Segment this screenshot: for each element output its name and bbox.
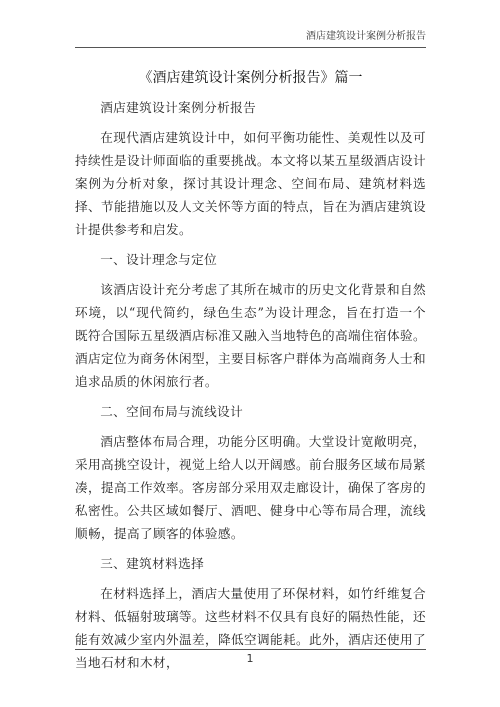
intro-paragraph: 在现代酒店建筑设计中，如何平衡功能性、美观性以及可持续性是设计师面临的重要挑战。本文将以某五星级酒店设计案例为分析对象，探讨其设计理念、空间布局、建筑材料选择、节能措施以及人文关怀等方面的特点，旨在为酒店建筑设计提供参考和启发。 [75, 130, 426, 237]
footer-divider [75, 649, 426, 650]
subtitle: 酒店建筑设计案例分析报告 [100, 100, 257, 115]
section-heading: 二、空间布局与流线设计 [100, 404, 244, 419]
section-paragraph: 酒店整体布局合理，功能分区明确。大堂设计宽敞明亮，采用高挑空设计，视觉上给人以开阔感。前台服务区域布局紧凑，提高工作效率。客房部分采用双走廊设计，确保了客房的私密性。公共区域如餐厅、酒吧、健身中心等布局合理，流线顺畅，提高了顾客的体验感。 [75, 434, 426, 541]
section-paragraph: 在材料选择上，酒店大量使用了环保材料，如竹纤维复合材料、低辐射玻璃等。这些材料不仅具有良好的隔热性能，还能有效减少室内外温差，降低空调能耗。此外，酒店还使用了当地石材和木材， [75, 586, 426, 670]
document-title: 《酒店建筑设计案例分析报告》篇一 [138, 70, 363, 86]
page-number: 1 [246, 652, 254, 665]
document-body [75, 96, 426, 674]
header-text: 酒店建筑设计案例分析报告 [306, 31, 426, 42]
page-header [75, 29, 426, 48]
section-heading: 一、设计理念与定位 [100, 252, 218, 267]
section-paragraph: 该酒店设计充分考虑了其所在城市的历史文化背景和自然环境，以“现代简约，绿色生态”为设计理念，旨在打造一个既符合国际五星级酒店标准又融入当地特色的高端住宿体验。酒店定位为商务休闲型，主要目标客户群体为高端商务人士和追求品质的休闲旅行者。 [75, 282, 426, 389]
section-heading: 三、建筑材料选择 [100, 556, 205, 571]
